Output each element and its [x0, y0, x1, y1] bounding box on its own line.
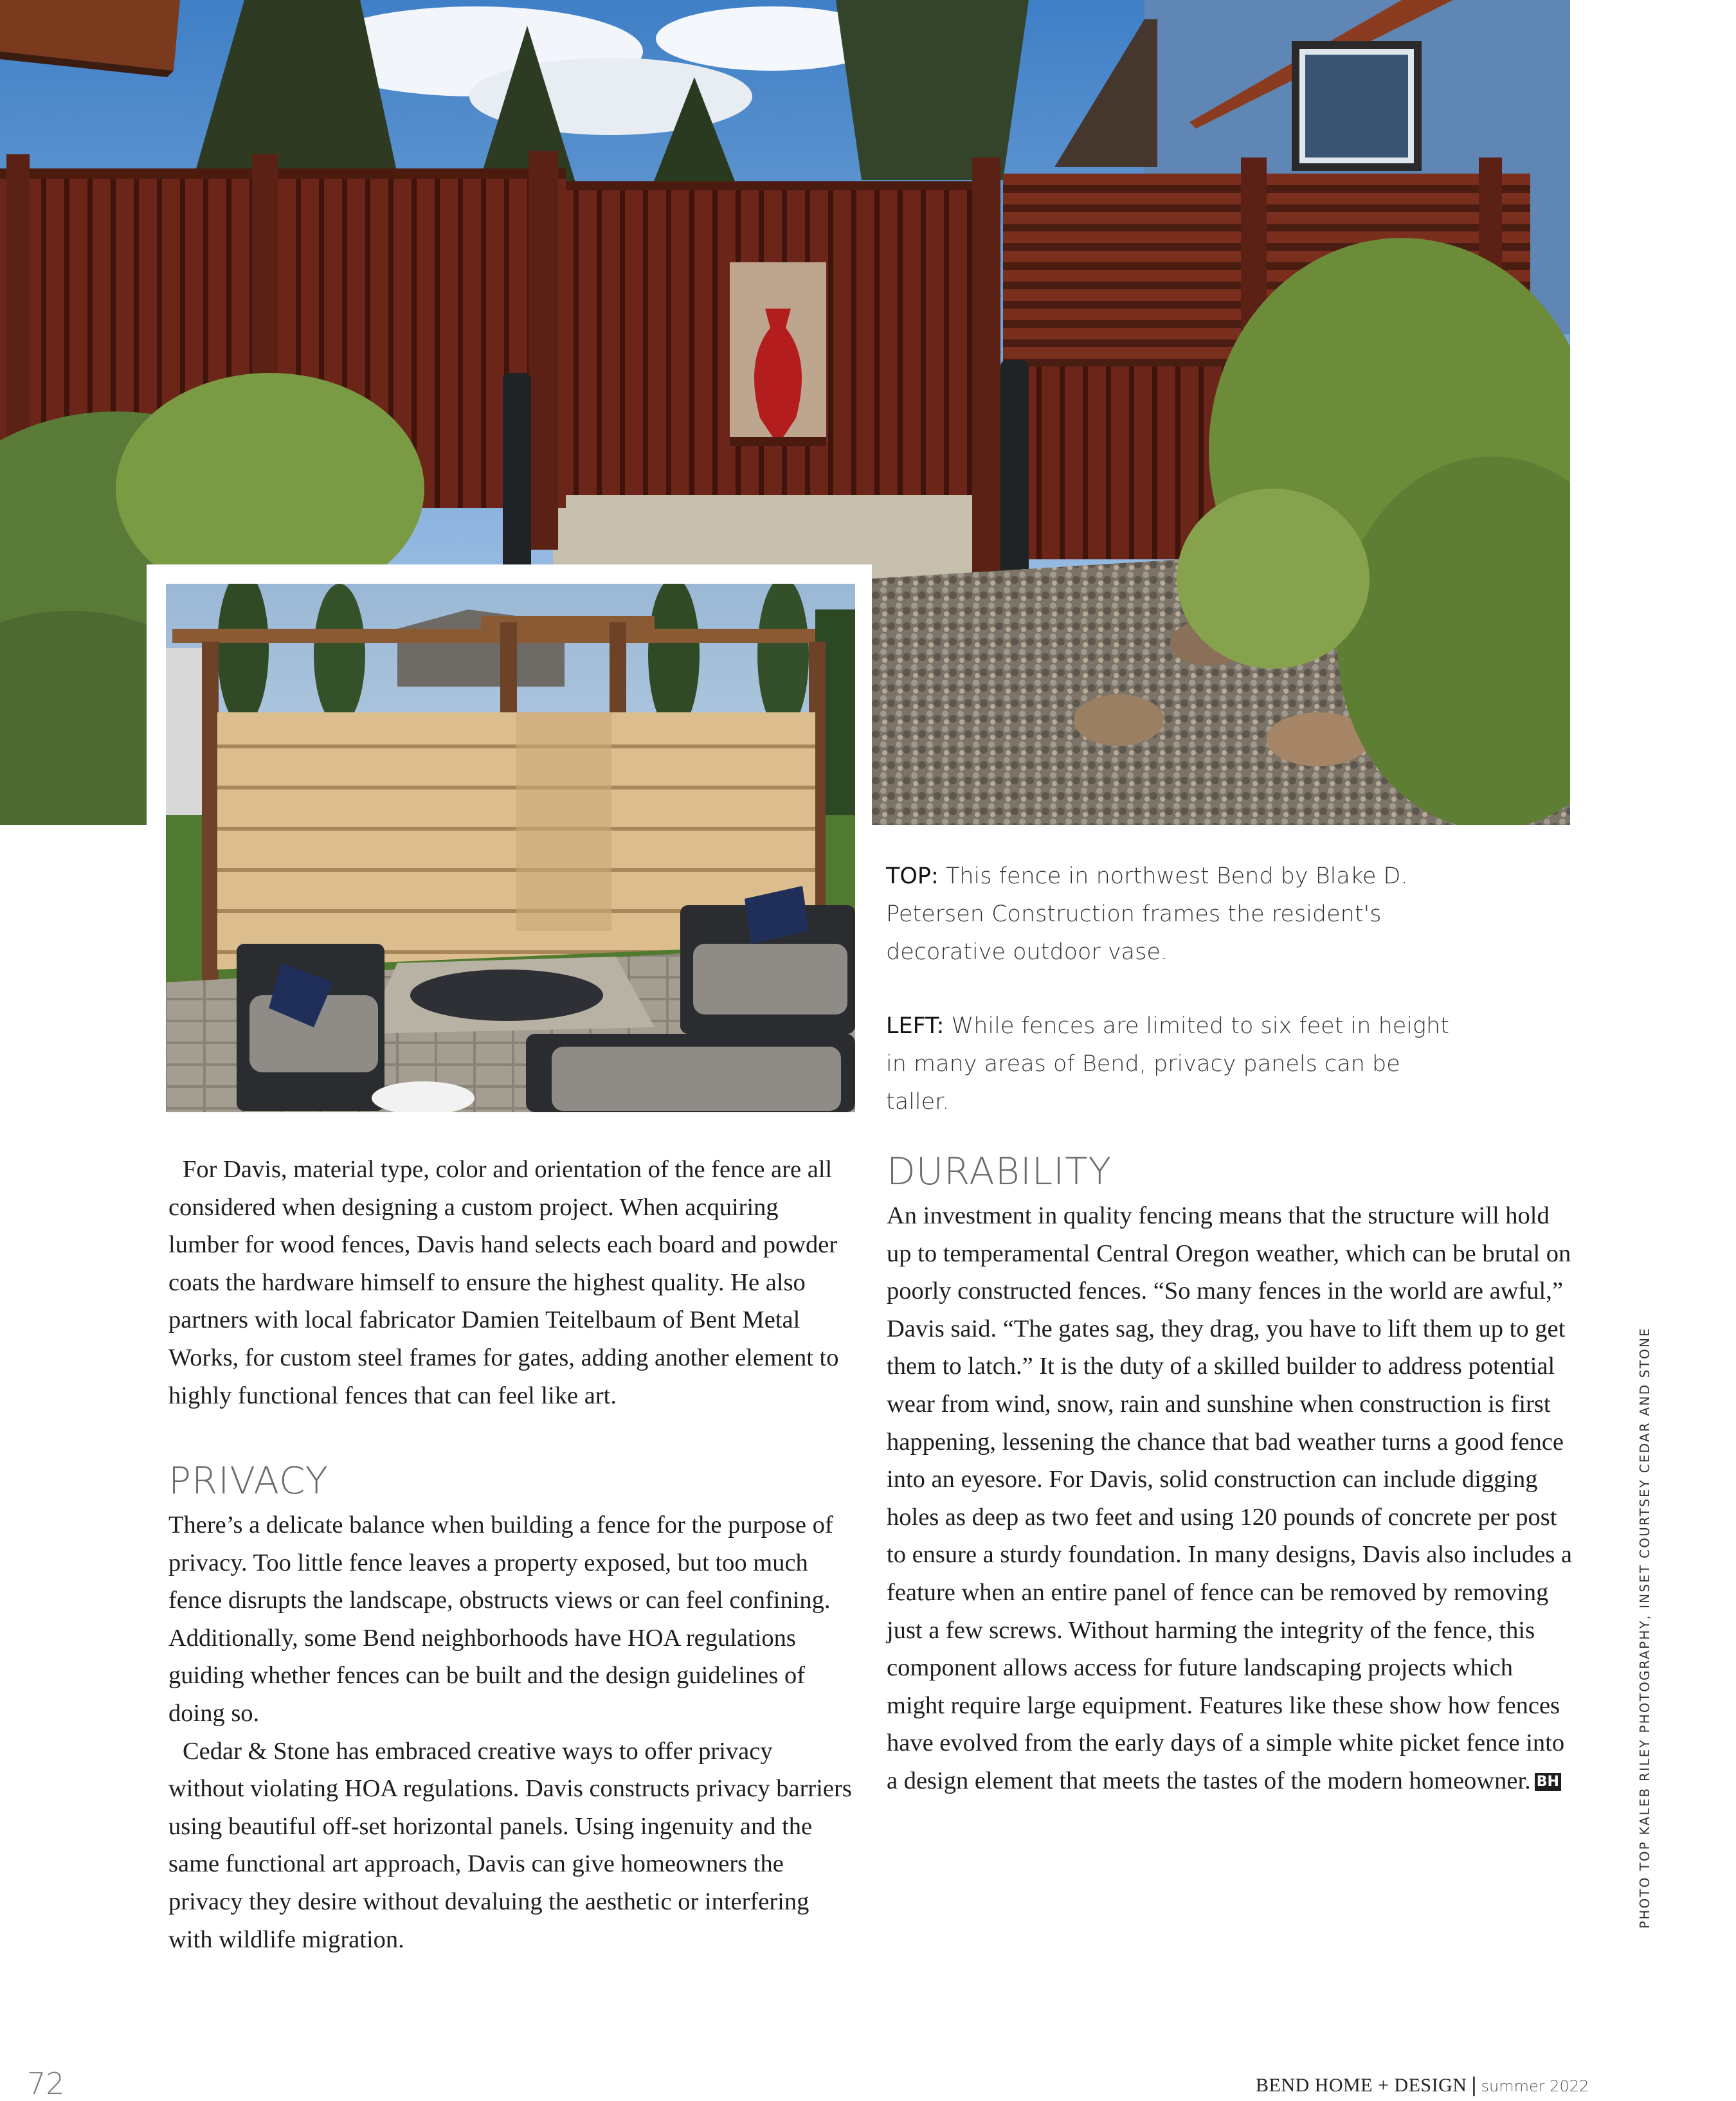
folio-separator: | — [1470, 2074, 1478, 2096]
issue-date: summer 2022 — [1481, 2077, 1589, 2095]
durability-heading: DURABILITY — [887, 1150, 1112, 1193]
caption-top-text: This fence in northwest Bend by Blake D. Petersen Construction frames the resident's decorative outdoor vase. — [886, 863, 1408, 965]
footer-folio — [1256, 2074, 1589, 2096]
durability-body — [887, 1197, 1575, 1800]
caption-top — [886, 858, 1465, 971]
intro-column — [168, 1151, 854, 1414]
caption-left — [886, 1007, 1465, 1121]
privacy-panel-firepit-photo — [166, 584, 855, 1112]
caption-left-lead: LEFT: — [886, 1013, 945, 1039]
page-number: 72 — [27, 2066, 65, 2101]
photo-credit: PHOTO TOP KALEB RILEY PHOTOGRAPHY, INSET COURTSEY CEDAR AND STONE — [1637, 1327, 1652, 1929]
privacy-heading: PRIVACY — [168, 1459, 329, 1502]
privacy-paragraph-2: Cedar & Stone has embraced creative ways to offer privacy without violating HOA regulations. Davis constructs privacy barriers using beautiful off-set horizontal panels. Using ingenuity and the same functional art approach, Davis can give homeowners the privacy they desire without devaluing the aesthetic or interfering with wildlife migration. — [168, 1737, 852, 1953]
intro-paragraph: For Davis, material type, color and orientation of the fence are all considered when designing a custom project. When acquiring lumber for wood fences, Davis hand selects each board and powder coats the hardware himself to ensure the highest quality. He also partners with local fabricator Damien Teitelbaum of Bent Metal Works, for custom steel frames for gates, adding another element to highly functional fences that can feel like art. — [168, 1156, 839, 1409]
magazine-name: BEND HOME + DESIGN — [1256, 2075, 1467, 2096]
durability-paragraph — [887, 1197, 1575, 1800]
caption-left-text: While fences are limited to six feet in height in many areas of Bend, privacy panels can be taller. — [886, 1013, 1449, 1115]
privacy-paragraph-1: There’s a delicate balance when building a fence for the purpose of privacy. Too little fence leaves a property exposed, but too much fence disrupts the landscape, obstructs views or can feel confining. Additionally, some Bend neighborhoods have HOA regulations guiding whether fences can be built and the design guidelines of doing so. — [168, 1511, 833, 1727]
caption-top-lead: TOP: — [886, 863, 939, 889]
durability-paragraph-text: An investment in quality fencing means that the structure will hold up to temperamental Central Oregon weather, which can be brutal on poorly constructed fences. “So many fences in the world are awful,” Davis said. “The gates sag, they drag, you have to lift them up to get them to latch.” It is the duty of a skilled builder to address potential wear from wind, snow, rain and sunshine when construction is first happening, lessening the chance that bad weather turns a good fence into an eyesore. For Davis, solid construction can include digging holes as deep as two feet and using 120 pounds of concrete per post to ensure a sturdy foundation. In many designs, Davis also includes a feature when an entire panel of fence can be removed by removing just a few screws. Without harming the integrity of the fence, this component allows access for future landscaping projects which might require large equipment. Features like these show how fences have evolved from the early days of a simple white picket fence into a design element that meets the tastes of the modern homeowner. — [887, 1202, 1573, 1794]
end-mark-icon: BH — [1535, 1773, 1561, 1791]
inset-photo — [166, 584, 855, 1112]
privacy-body — [168, 1506, 854, 1958]
